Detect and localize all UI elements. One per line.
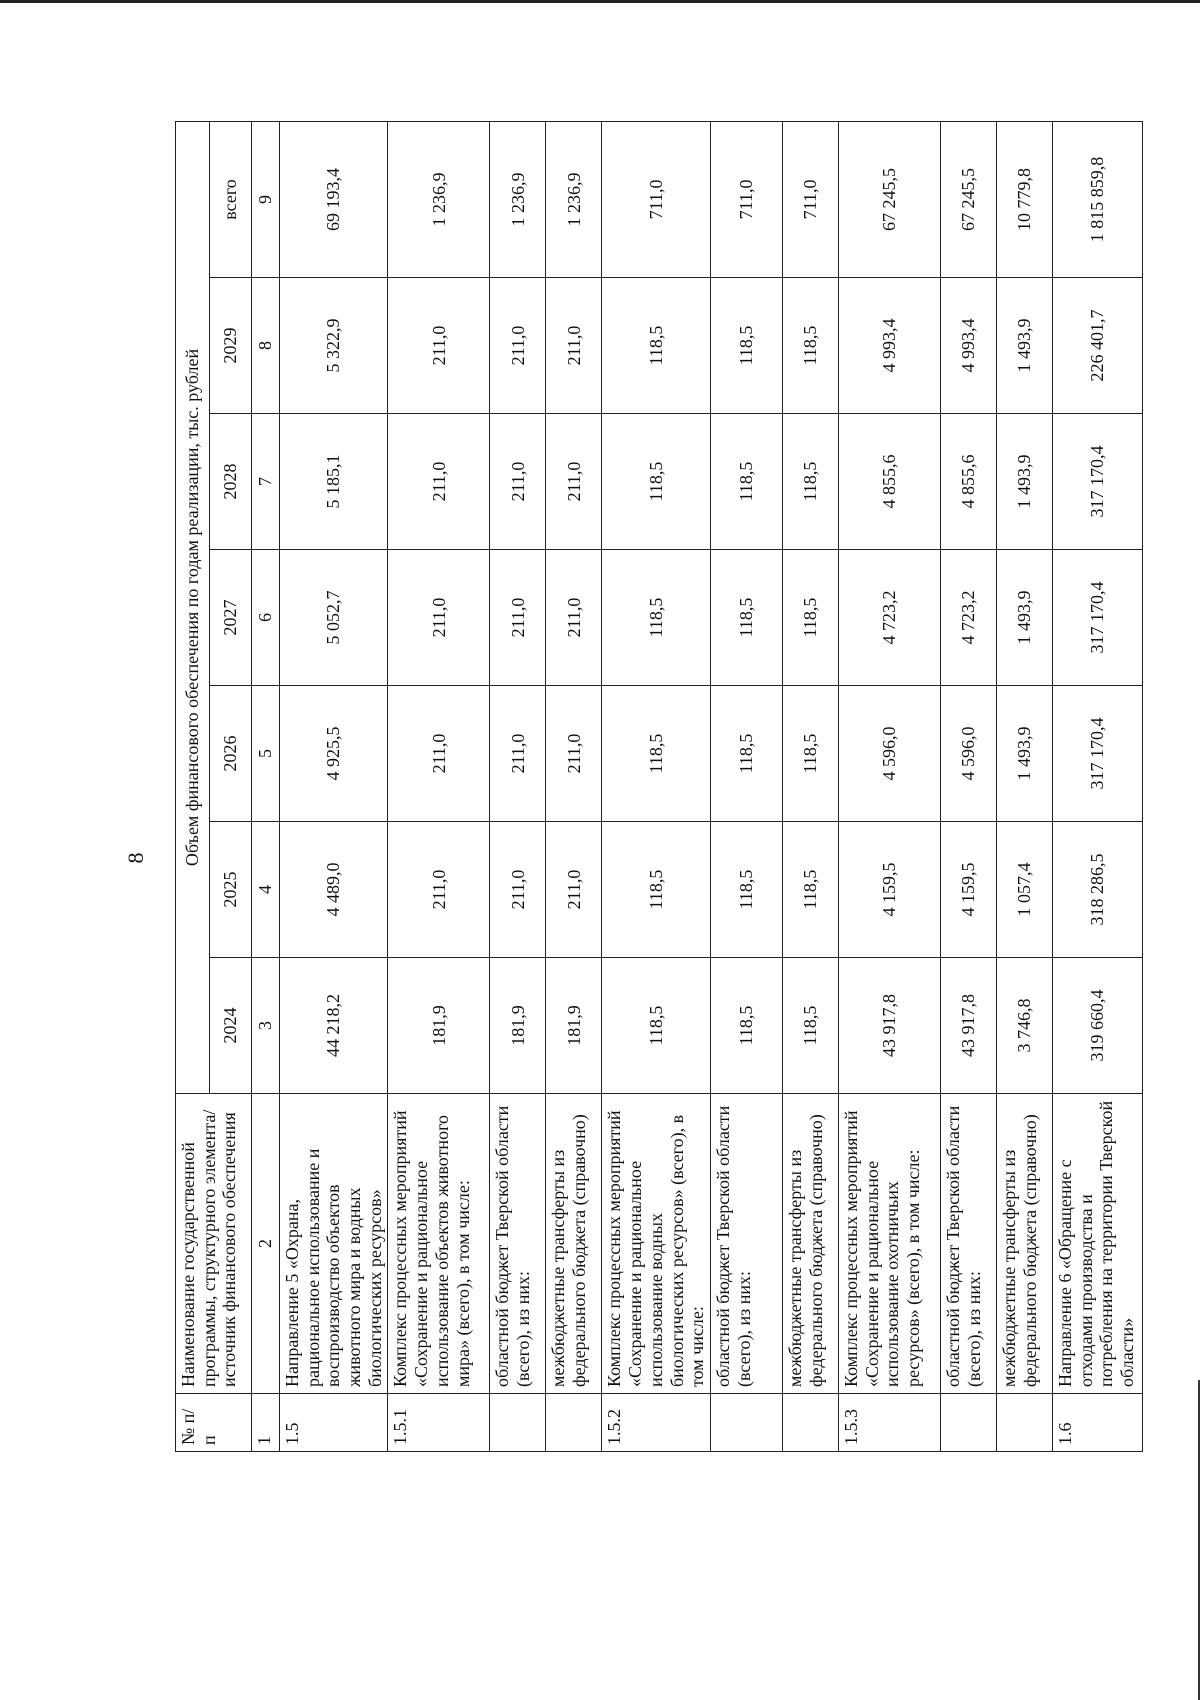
header-year: 2026 xyxy=(210,686,252,822)
row-year-value: 181,9 xyxy=(490,958,546,1094)
row-year-value: 211,0 xyxy=(546,278,602,414)
row-year-value: 118,5 xyxy=(602,414,710,550)
row-year-value: 211,0 xyxy=(388,278,490,414)
header-year: 2025 xyxy=(210,822,252,958)
row-year-value: 317 170,4 xyxy=(1052,414,1142,550)
row-year-value: 118,5 xyxy=(782,958,838,1094)
row-total-value: 10 779,8 xyxy=(996,121,1052,277)
header-row-1 xyxy=(176,121,210,1451)
table-row xyxy=(388,121,490,1451)
table-row xyxy=(1052,121,1142,1451)
row-number: 1.5.1 xyxy=(388,1394,490,1452)
row-year-value: 118,5 xyxy=(602,550,710,686)
row-year-value: 211,0 xyxy=(546,686,602,822)
row-number xyxy=(782,1394,838,1452)
row-total-value: 69 193,4 xyxy=(280,121,388,277)
row-year-value: 4 855,6 xyxy=(838,414,940,550)
table-row xyxy=(782,121,838,1451)
row-year-value: 118,5 xyxy=(602,278,710,414)
table-wrapper xyxy=(175,122,1137,1452)
row-total-value: 1 236,9 xyxy=(388,121,490,277)
row-year-value: 118,5 xyxy=(782,414,838,550)
row-number xyxy=(996,1394,1052,1452)
row-year-value: 1 057,4 xyxy=(996,822,1052,958)
row-total-value: 1 236,9 xyxy=(490,121,546,277)
row-year-value: 4 159,5 xyxy=(940,822,996,958)
row-name: Комплекс процессных мероприятий «Сохранение и рациональное использование охотничьих ресурсов» (всего), в том числе: xyxy=(838,1094,940,1394)
row-name: Направление 5 «Охрана, рациональное использование и воспроизводство объектов животного мира и водных биологических ресурсов» xyxy=(280,1094,388,1394)
row-number: 1.5 xyxy=(280,1394,388,1452)
row-year-value: 118,5 xyxy=(782,278,838,414)
header-year: 2028 xyxy=(210,414,252,550)
row-year-value: 118,5 xyxy=(782,686,838,822)
row-year-value: 5 052,7 xyxy=(280,550,388,686)
row-year-value: 211,0 xyxy=(546,550,602,686)
index-cell: 4 xyxy=(252,822,280,958)
row-name: Комплекс процессных мероприятий «Сохранение и рациональное использование водных биологических ресурсов» (всего), в том числе: xyxy=(602,1094,710,1394)
row-number xyxy=(940,1394,996,1452)
table-row xyxy=(546,121,602,1451)
index-cell: 5 xyxy=(252,686,280,822)
row-year-value: 4 925,5 xyxy=(280,686,388,822)
row-year-value: 118,5 xyxy=(710,958,782,1094)
index-cell: 8 xyxy=(252,278,280,414)
row-year-value: 44 218,2 xyxy=(280,958,388,1094)
header-total: всего xyxy=(210,121,252,277)
row-year-value: 3 746,8 xyxy=(996,958,1052,1094)
page-number: 8 xyxy=(123,852,148,864)
row-number xyxy=(490,1394,546,1452)
table-row xyxy=(280,121,388,1451)
table-row xyxy=(940,121,996,1451)
row-year-value: 211,0 xyxy=(388,550,490,686)
row-year-value: 118,5 xyxy=(710,278,782,414)
row-year-value: 211,0 xyxy=(546,414,602,550)
row-year-value: 118,5 xyxy=(602,686,710,822)
header-year: 2024 xyxy=(210,958,252,1094)
row-year-value: 5 322,9 xyxy=(280,278,388,414)
header-group-title: Объем финансового обеспечения по годам реализации, тыс. рублей xyxy=(176,121,210,1093)
row-number: 1.5.3 xyxy=(838,1394,940,1452)
row-year-value: 4 855,6 xyxy=(940,414,996,550)
row-year-value: 118,5 xyxy=(602,958,710,1094)
row-year-value: 318 286,5 xyxy=(1052,822,1142,958)
row-name: Комплекс процессных мероприятий «Сохранение и рациональное использование объектов животного мира» (всего), в том числе: xyxy=(388,1094,490,1394)
row-year-value: 118,5 xyxy=(782,822,838,958)
index-cell: 9 xyxy=(252,121,280,277)
table-row xyxy=(710,121,782,1451)
row-year-value: 4 596,0 xyxy=(940,686,996,822)
row-name: областной бюджет Тверской области (всего), из них: xyxy=(940,1094,996,1394)
row-year-value: 43 917,8 xyxy=(940,958,996,1094)
row-year-value: 5 185,1 xyxy=(280,414,388,550)
row-name: межбюджетные трансферты из федерального бюджета (справочно) xyxy=(546,1094,602,1394)
row-year-value: 118,5 xyxy=(782,550,838,686)
header-year: 2027 xyxy=(210,550,252,686)
row-name: областной бюджет Тверской области (всего), из них: xyxy=(710,1094,782,1394)
row-total-value: 67 245,5 xyxy=(940,121,996,277)
table-row xyxy=(996,121,1052,1451)
row-year-value: 118,5 xyxy=(710,822,782,958)
row-number: 1.6 xyxy=(1052,1394,1142,1452)
row-year-value: 118,5 xyxy=(710,414,782,550)
row-year-value: 317 170,4 xyxy=(1052,550,1142,686)
index-cell: 1 xyxy=(252,1394,280,1452)
row-year-value: 319 660,4 xyxy=(1052,958,1142,1094)
table-row xyxy=(838,121,940,1451)
row-year-value: 43 917,8 xyxy=(838,958,940,1094)
row-year-value: 4 993,4 xyxy=(940,278,996,414)
financing-table xyxy=(175,121,1143,1452)
row-year-value: 4 159,5 xyxy=(838,822,940,958)
row-name: межбюджетные трансферты из федерального бюджета (справочно) xyxy=(782,1094,838,1394)
row-year-value: 1 493,9 xyxy=(996,414,1052,550)
row-year-value: 181,9 xyxy=(546,958,602,1094)
table-row xyxy=(602,121,710,1451)
row-number xyxy=(546,1394,602,1452)
header-index-row xyxy=(252,121,280,1451)
row-number: 1.5.2 xyxy=(602,1394,710,1452)
row-year-value: 1 493,9 xyxy=(996,550,1052,686)
row-year-value: 226 401,7 xyxy=(1052,278,1142,414)
row-year-value: 211,0 xyxy=(490,278,546,414)
row-number xyxy=(710,1394,782,1452)
table-row xyxy=(490,121,546,1451)
rotated-table-area xyxy=(175,122,1137,1452)
row-year-value: 211,0 xyxy=(388,822,490,958)
row-name: межбюджетные трансферты из федерального бюджета (справочно) xyxy=(996,1094,1052,1394)
row-year-value: 1 493,9 xyxy=(996,686,1052,822)
row-year-value: 1 493,9 xyxy=(996,278,1052,414)
row-year-value: 118,5 xyxy=(602,822,710,958)
row-year-value: 211,0 xyxy=(388,414,490,550)
row-name: областной бюджет Тверской области (всего), из них: xyxy=(490,1094,546,1394)
row-year-value: 211,0 xyxy=(490,822,546,958)
index-cell: 2 xyxy=(252,1094,280,1394)
row-year-value: 211,0 xyxy=(490,686,546,822)
row-year-value: 118,5 xyxy=(710,686,782,822)
row-total-value: 1 236,9 xyxy=(546,121,602,277)
header-col-name: Наименование государственной программы, структурного элемента/источник финансового обеспечения xyxy=(176,1094,252,1394)
row-year-value: 4 993,4 xyxy=(838,278,940,414)
row-year-value: 4 723,2 xyxy=(940,550,996,686)
row-year-value: 211,0 xyxy=(490,550,546,686)
row-total-value: 711,0 xyxy=(602,121,710,277)
header-col-num: № п/п xyxy=(176,1394,252,1452)
row-year-value: 118,5 xyxy=(710,550,782,686)
top-border-line xyxy=(0,0,1200,3)
row-total-value: 67 245,5 xyxy=(838,121,940,277)
row-name: Направление 6 «Обращение с отходами производства и потребления на территории Тверской области» xyxy=(1052,1094,1142,1394)
row-year-value: 211,0 xyxy=(490,414,546,550)
row-total-value: 711,0 xyxy=(782,121,838,277)
row-year-value: 211,0 xyxy=(546,822,602,958)
row-total-value: 711,0 xyxy=(710,121,782,277)
header-year: 2029 xyxy=(210,278,252,414)
row-year-value: 317 170,4 xyxy=(1052,686,1142,822)
row-year-value: 181,9 xyxy=(388,958,490,1094)
index-cell: 7 xyxy=(252,414,280,550)
row-year-value: 4 723,2 xyxy=(838,550,940,686)
index-cell: 6 xyxy=(252,550,280,686)
row-year-value: 211,0 xyxy=(388,686,490,822)
row-year-value: 4 596,0 xyxy=(838,686,940,822)
row-total-value: 1 815 859,8 xyxy=(1052,121,1142,277)
index-cell: 3 xyxy=(252,958,280,1094)
row-year-value: 4 489,0 xyxy=(280,822,388,958)
